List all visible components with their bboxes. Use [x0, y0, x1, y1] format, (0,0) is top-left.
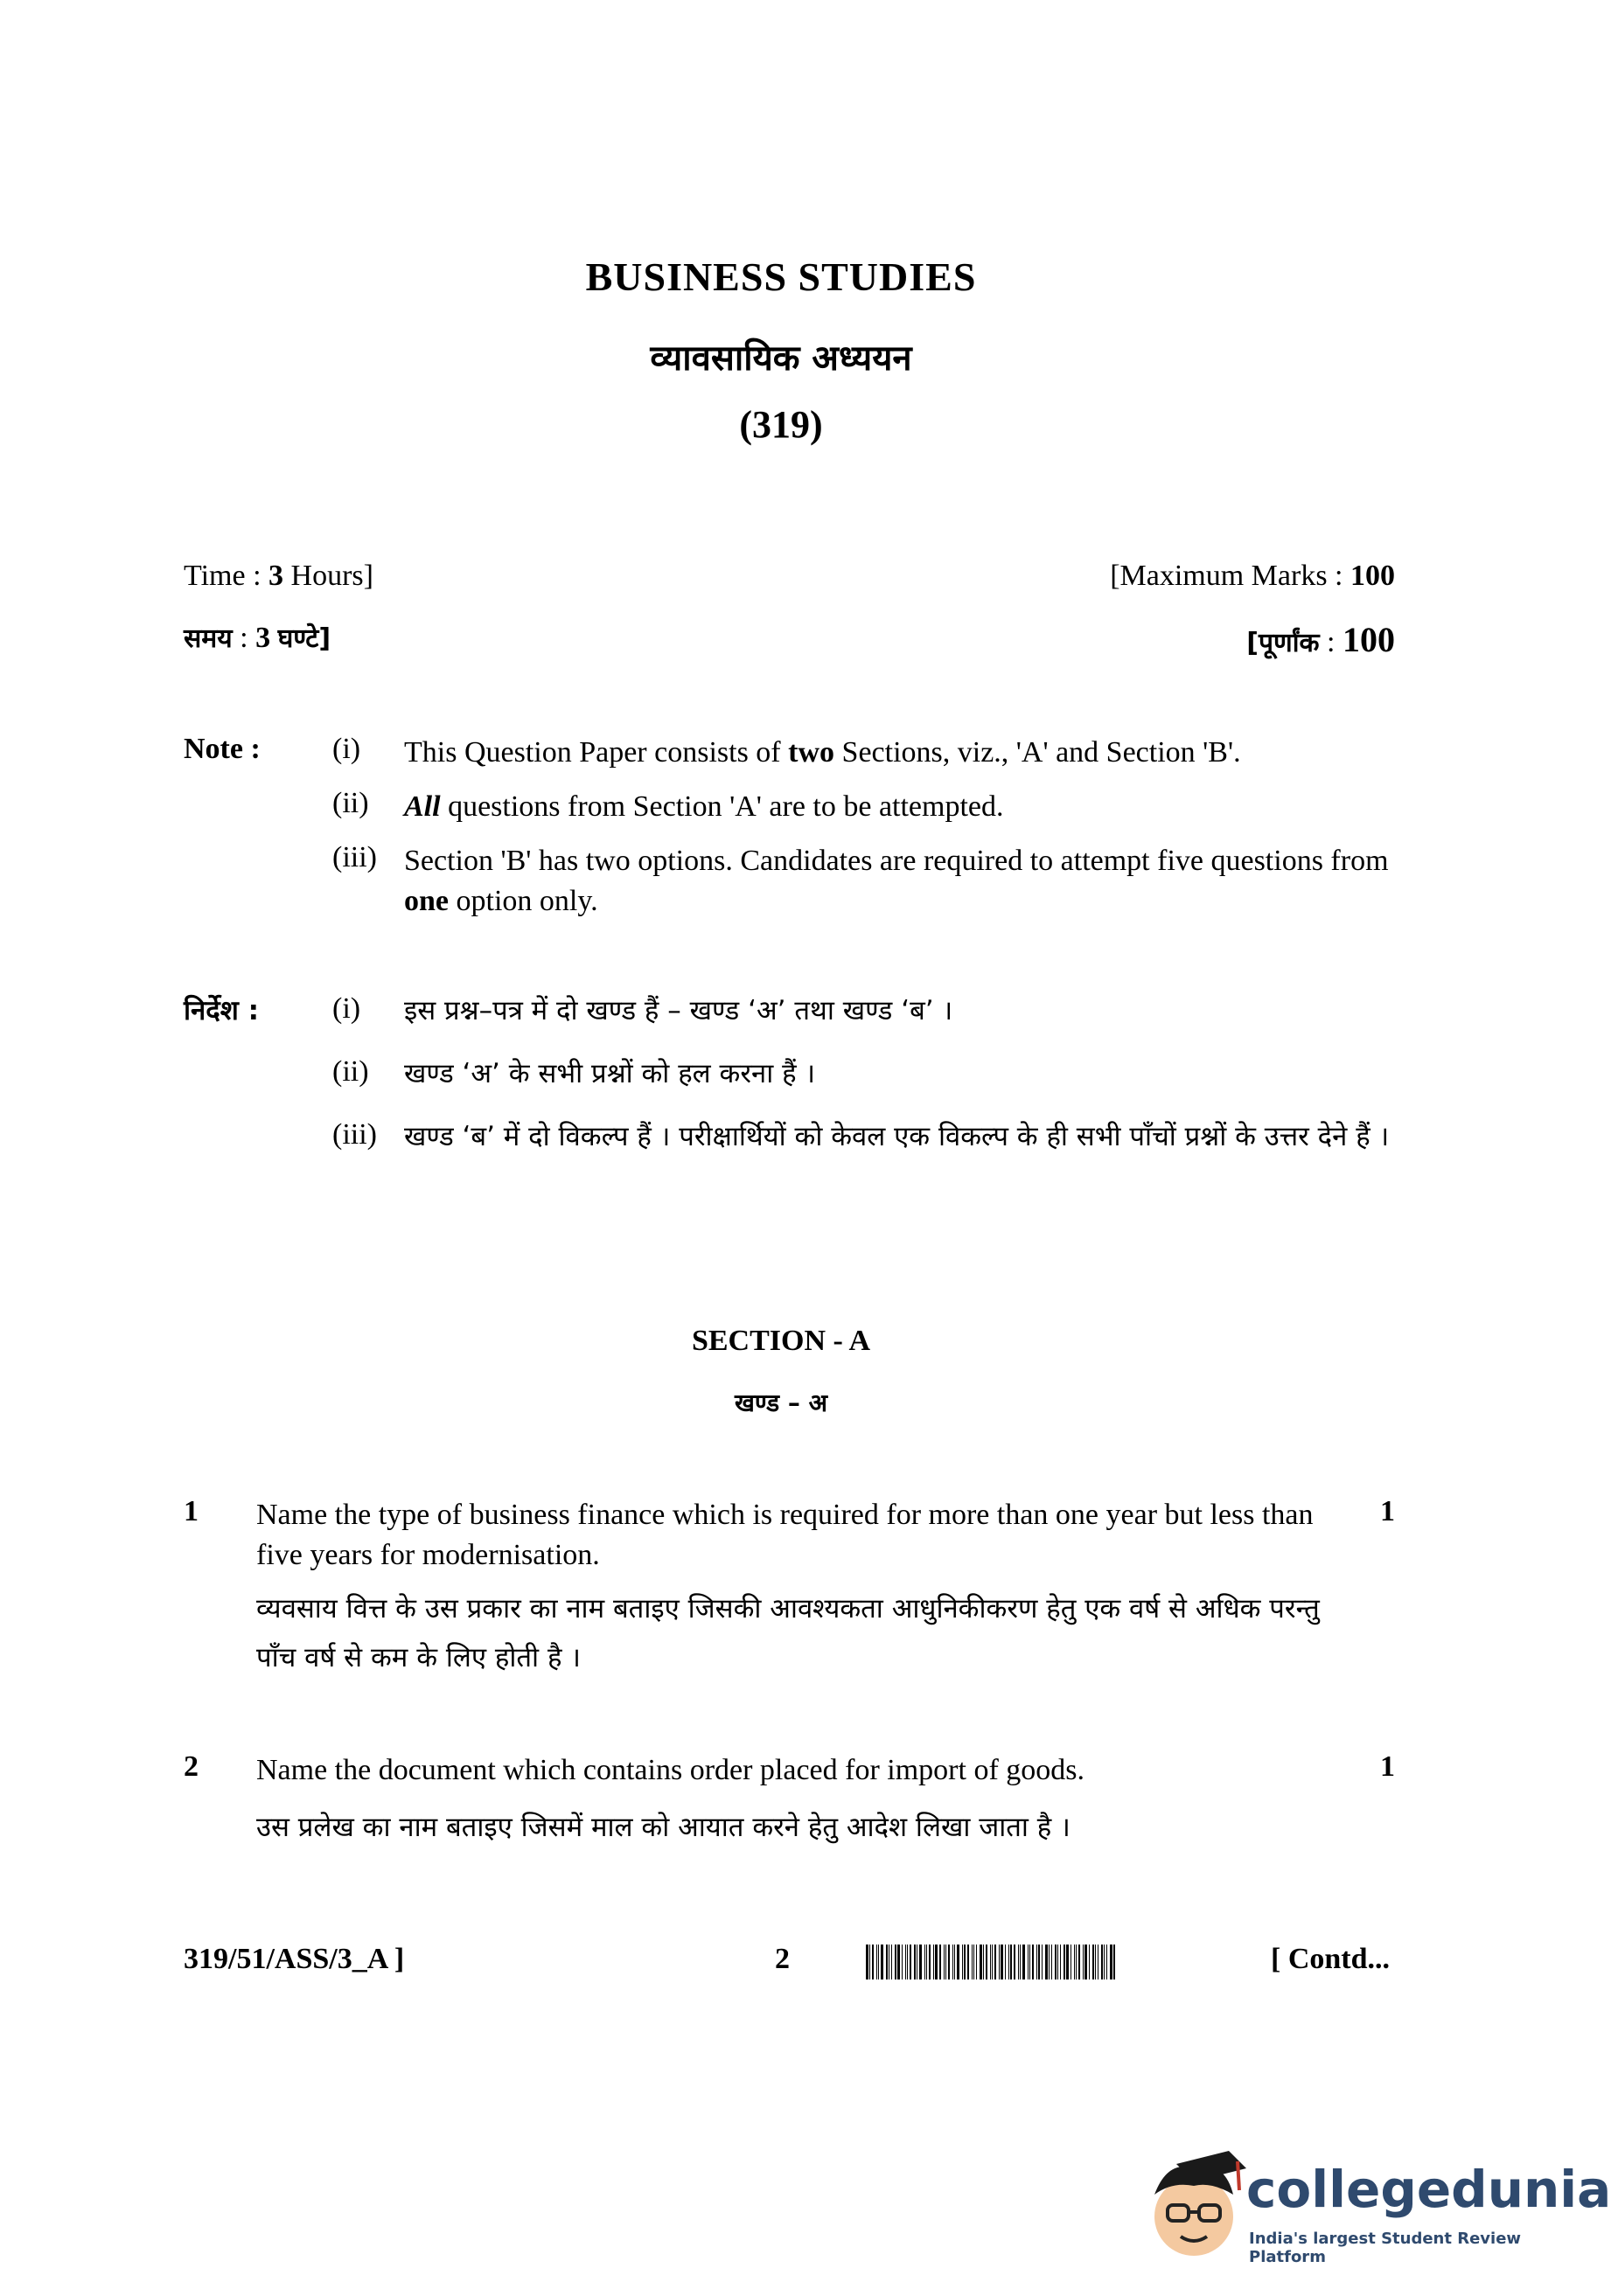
barcode-bar [1049, 1945, 1050, 1979]
note-text-hindi: इस प्रश्न–पत्र में दो खण्ड हैं – खण्ड ‘अ’ तथा खण्ड ‘ब’ । [404, 995, 953, 1026]
barcode-bar [992, 1945, 993, 1979]
barcode-bar [964, 1945, 966, 1979]
barcode-bar [866, 1945, 868, 1979]
barcode-bar [895, 1945, 896, 1979]
note-label: Note : [184, 733, 261, 765]
logo-tagline: India's largest Student Review Platform [1249, 2230, 1522, 2266]
barcode-bar [973, 1945, 974, 1979]
barcode-bar [1032, 1945, 1034, 1979]
barcode-bar [869, 1945, 870, 1979]
barcode-bar [986, 1945, 987, 1979]
time-value-hindi: 3 [255, 622, 271, 654]
barcode-bar [1066, 1945, 1069, 1979]
barcode-bar [1064, 1945, 1065, 1979]
note-num-hindi: (iii) [332, 1118, 377, 1151]
barcode-bar [935, 1945, 938, 1979]
barcode-bar [1078, 1945, 1080, 1979]
paper-code: (319) [739, 403, 823, 446]
note-num-hindi: (ii) [332, 1055, 369, 1088]
barcode-bar [1057, 1945, 1058, 1979]
barcode-bar [954, 1945, 955, 1979]
barcode-bar [919, 1945, 922, 1979]
barcode-bar [876, 1945, 877, 1979]
barcode-bar [976, 1945, 977, 1979]
barcode-bar [1060, 1945, 1061, 1979]
time-unit: Hours] [290, 560, 373, 592]
barcode-bar [983, 1945, 984, 1979]
question-marks: 1 [1380, 1750, 1395, 1783]
barcode-bar [1020, 1945, 1021, 1979]
barcode-bar [1014, 1945, 1015, 1979]
question-number: 1 [184, 1495, 199, 1527]
question-text-hindi: व्यवसाय वित्त के उस प्रकार का नाम बताइए जिसकी आवश्यकता आधुनिकीकरण हेतु एक वर्ष से अधिक परन्तु पाँच वर्ष से कम के लिए होती है । [256, 1593, 1320, 1673]
barcode-bar [939, 1945, 941, 1979]
barcode-bar [1084, 1945, 1087, 1979]
barcode-bar [990, 1945, 991, 1979]
barcode-bar [1036, 1945, 1037, 1979]
marks-value: 100 [1350, 560, 1395, 592]
barcode-bar [952, 1945, 953, 1979]
barcode-bar [944, 1945, 945, 1979]
barcode-bar [881, 1945, 883, 1979]
barcode-bar [1104, 1945, 1105, 1979]
barcode-bar [872, 1945, 874, 1979]
barcode-bar [910, 1945, 911, 1979]
time-row: Time : 3 Hours] [Maximum Marks : 100 [184, 560, 1395, 592]
marks-label-hindi: [पूर्णांक [1246, 628, 1320, 658]
note-text: This Question Paper consists of two Sections, viz., 'A' and Section 'B'. [404, 736, 1241, 769]
footer-page-number: 2 [775, 1943, 790, 1975]
time-value: 3 [268, 560, 284, 592]
barcode-bar [1106, 1945, 1107, 1979]
barcode-bar [924, 1945, 925, 1979]
section-title-hindi: खण्ड – अ [734, 1388, 828, 1417]
barcode-bar [1076, 1945, 1077, 1979]
marks-value-hindi: 100 [1342, 620, 1395, 659]
note-text-hindi: खण्ड ‘अ’ के सभी प्रश्नों को हल करना हैं । [404, 1058, 816, 1089]
barcode-bar [1083, 1945, 1084, 1979]
barcode-bar [967, 1945, 969, 1979]
barcode-bar [1042, 1945, 1043, 1979]
barcode-bar [878, 1945, 879, 1979]
question-text-hindi: उस प्रलेख का नाम बताइए जिसमें माल को आयात करने हेतु आदेश लिखा जाता है । [256, 1812, 1071, 1843]
barcode-bar [1095, 1945, 1096, 1979]
question-number: 2 [184, 1750, 199, 1783]
barcode-bar [1029, 1945, 1030, 1979]
barcode-bar [948, 1945, 950, 1979]
barcode-bar [1055, 1945, 1057, 1979]
note-label-hindi: निर्देश : [184, 995, 259, 1026]
barcode-bar [1110, 1945, 1112, 1979]
barcode-bar [1001, 1945, 1003, 1979]
marks-label: [Maximum Marks [1110, 560, 1328, 592]
barcode [866, 1945, 1224, 1979]
barcode-bar [1022, 1945, 1025, 1979]
barcode-bar [1089, 1945, 1090, 1979]
barcode-bar [1074, 1945, 1075, 1979]
time-row-hindi: समय : 3 घण्टे] [पूर्णांक : 100 [184, 620, 1395, 659]
barcode-bar [945, 1945, 946, 1979]
barcode-bar [1101, 1945, 1103, 1979]
barcode-bar [1045, 1945, 1048, 1979]
barcode-bar [897, 1945, 900, 1979]
note-text: Section 'B' has two options. Candidates are required to attempt five questions from one option only. [404, 845, 1389, 917]
question-text: Name the document which contains order placed for import of goods. [256, 1754, 1085, 1786]
note-text: All questions from Section 'A' are to be attempted. [404, 790, 1004, 823]
barcode-bar [957, 1945, 959, 1979]
barcode-bar [886, 1945, 888, 1979]
barcode-bar [972, 1945, 973, 1979]
note-num: (iii) [332, 841, 377, 873]
barcode-bar [994, 1945, 996, 1979]
question-text: Name the type of business finance which is required for more than one year but less than five years for modernisation. [256, 1499, 1314, 1571]
barcode-bar [905, 1945, 906, 1979]
note-num: (i) [332, 733, 361, 765]
barcode-bar [1028, 1945, 1029, 1979]
paper-title-hindi: व्यावसायिक अध्ययन [650, 338, 912, 379]
footer-contd: [ Contd... [1271, 1943, 1391, 1975]
barcode-bar [980, 1945, 982, 1979]
barcode-bar [1010, 1945, 1012, 1979]
barcode-bar [1008, 1945, 1009, 1979]
time-unit-hindi: घण्टे] [277, 623, 331, 654]
note-text-hindi: खण्ड ‘ब’ में दो विकल्प हैं । परीक्षार्थियों को केवल एक विकल्प के ही सभी पाँचों प्रश्नों के उत्तर देने हैं । [404, 1121, 1390, 1152]
barcode-bar [1038, 1945, 1040, 1979]
note-num: (ii) [332, 787, 369, 819]
barcode-bar [962, 1945, 963, 1979]
barcode-bar [907, 1945, 908, 1979]
barcode-bar [1018, 1945, 1019, 1979]
note-num-hindi: (i) [332, 992, 361, 1025]
time-label: Time [184, 560, 246, 592]
question-marks: 1 [1380, 1495, 1395, 1527]
barcode-bar [1113, 1945, 1115, 1979]
barcode-bar [914, 1945, 916, 1979]
section-title: SECTION - A [691, 1325, 871, 1357]
barcode-bar [999, 1945, 1000, 1979]
barcode-bar [1005, 1945, 1006, 1979]
barcode-bar [933, 1945, 934, 1979]
barcode-bar [926, 1945, 927, 1979]
barcode-bar [1092, 1945, 1094, 1979]
time-label-hindi: समय [184, 623, 233, 654]
paper-title: BUSINESS STUDIES [585, 254, 977, 299]
logo-brand-text: collegedunia [1246, 2160, 1611, 2219]
footer-paper-code: 319/51/ASS/3_A ] [184, 1943, 405, 1975]
barcode-bar [929, 1945, 931, 1979]
barcode-bar [1051, 1945, 1052, 1979]
barcode-bar [902, 1945, 903, 1979]
barcode-bar [891, 1945, 892, 1979]
